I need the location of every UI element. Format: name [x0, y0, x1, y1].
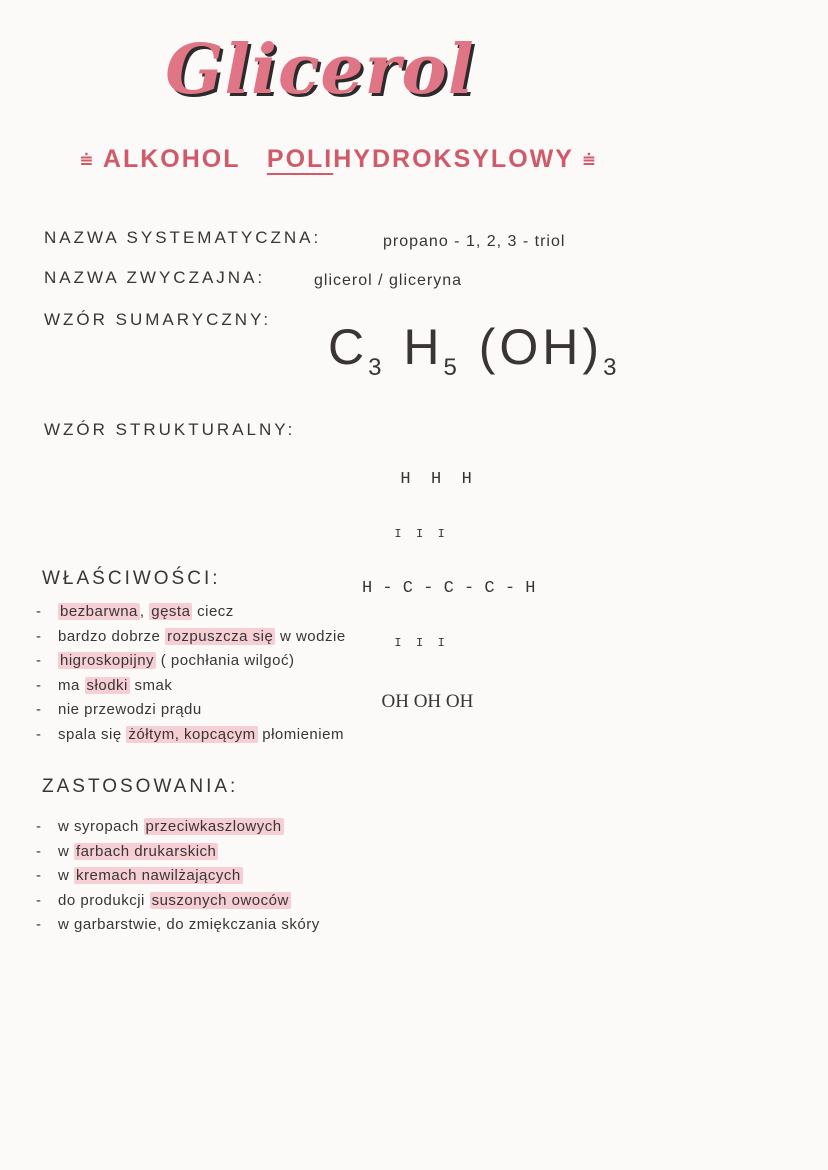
list-item: - w kremach nawilżających — [36, 867, 241, 884]
formula-carbon-count: 3 — [368, 354, 386, 381]
systematic-name-value: propano - 1, 2, 3 - triol — [383, 233, 566, 250]
decoration-left-icon: ⩧ — [80, 147, 95, 172]
uses-list — [36, 818, 320, 941]
list-item: - w syropach przeciwkaszlowych — [36, 818, 282, 835]
decoration-right-icon: ⩧ — [582, 147, 598, 172]
formula-carbon: C — [328, 319, 369, 375]
common-name-label: NAZWA ZWYCZAJNA: — [44, 268, 266, 287]
list-item: - bezbarwna , gęsta ciecz — [36, 603, 234, 620]
list-item: - higroskopijny ( pochłania wilgoć) — [36, 652, 295, 669]
properties-heading: WŁAŚCIWOŚCI: — [42, 568, 221, 589]
systematic-name-label: NAZWA SYSTEMATYCZNA: — [44, 228, 322, 247]
properties-list — [36, 603, 346, 750]
subtitle — [80, 145, 640, 174]
structure-row-chain: H - C - C - C - H — [362, 579, 536, 598]
subtitle-word-rest: HYDROKSYLOWY — [333, 145, 574, 173]
common-name-value: glicerol / gliceryna — [314, 272, 463, 289]
molecular-formula-label: WZÓR SUMARYCZNY: — [44, 310, 272, 329]
list-item: - nie przewodzi prądu — [36, 701, 202, 718]
structure-row-bonds-top: I I I — [380, 527, 445, 541]
structure-row-hydroxyls: OH OH OH — [372, 691, 474, 712]
list-item: - ma słodki smak — [36, 676, 173, 694]
structure-row-bonds-bottom: I I I — [380, 636, 445, 650]
subtitle-underlined-prefix: POLI — [266, 145, 334, 173]
page-title: Glicerol — [165, 30, 475, 110]
structure-row-hydrogens: H H H — [380, 470, 472, 489]
list-item: - w garbarstwie, do zmiękczania skóry — [36, 916, 320, 933]
list-item: - spala się żółtym, kopcącym płomieniem — [36, 725, 344, 743]
uses-heading: ZASTOSOWANIA: — [42, 776, 239, 797]
formula-hydroxyl: (OH) — [478, 319, 604, 375]
list-item: - bardzo dobrze rozpuszcza się w wodzie — [36, 627, 346, 645]
list-item: - w farbach drukarskich — [36, 842, 217, 860]
formula-hydrogen: H — [403, 319, 444, 375]
structural-formula-label: WZÓR STRUKTURALNY: — [44, 420, 296, 439]
formula-hydroxyl-count: 3 — [603, 354, 621, 381]
subtitle-word-alkohol: ALKOHOL — [102, 145, 241, 173]
molecular-formula — [328, 318, 620, 382]
structural-formula — [362, 432, 552, 749]
list-item: - do produkcji suszonych owoców — [36, 891, 289, 909]
formula-hydrogen-count: 5 — [443, 354, 461, 381]
